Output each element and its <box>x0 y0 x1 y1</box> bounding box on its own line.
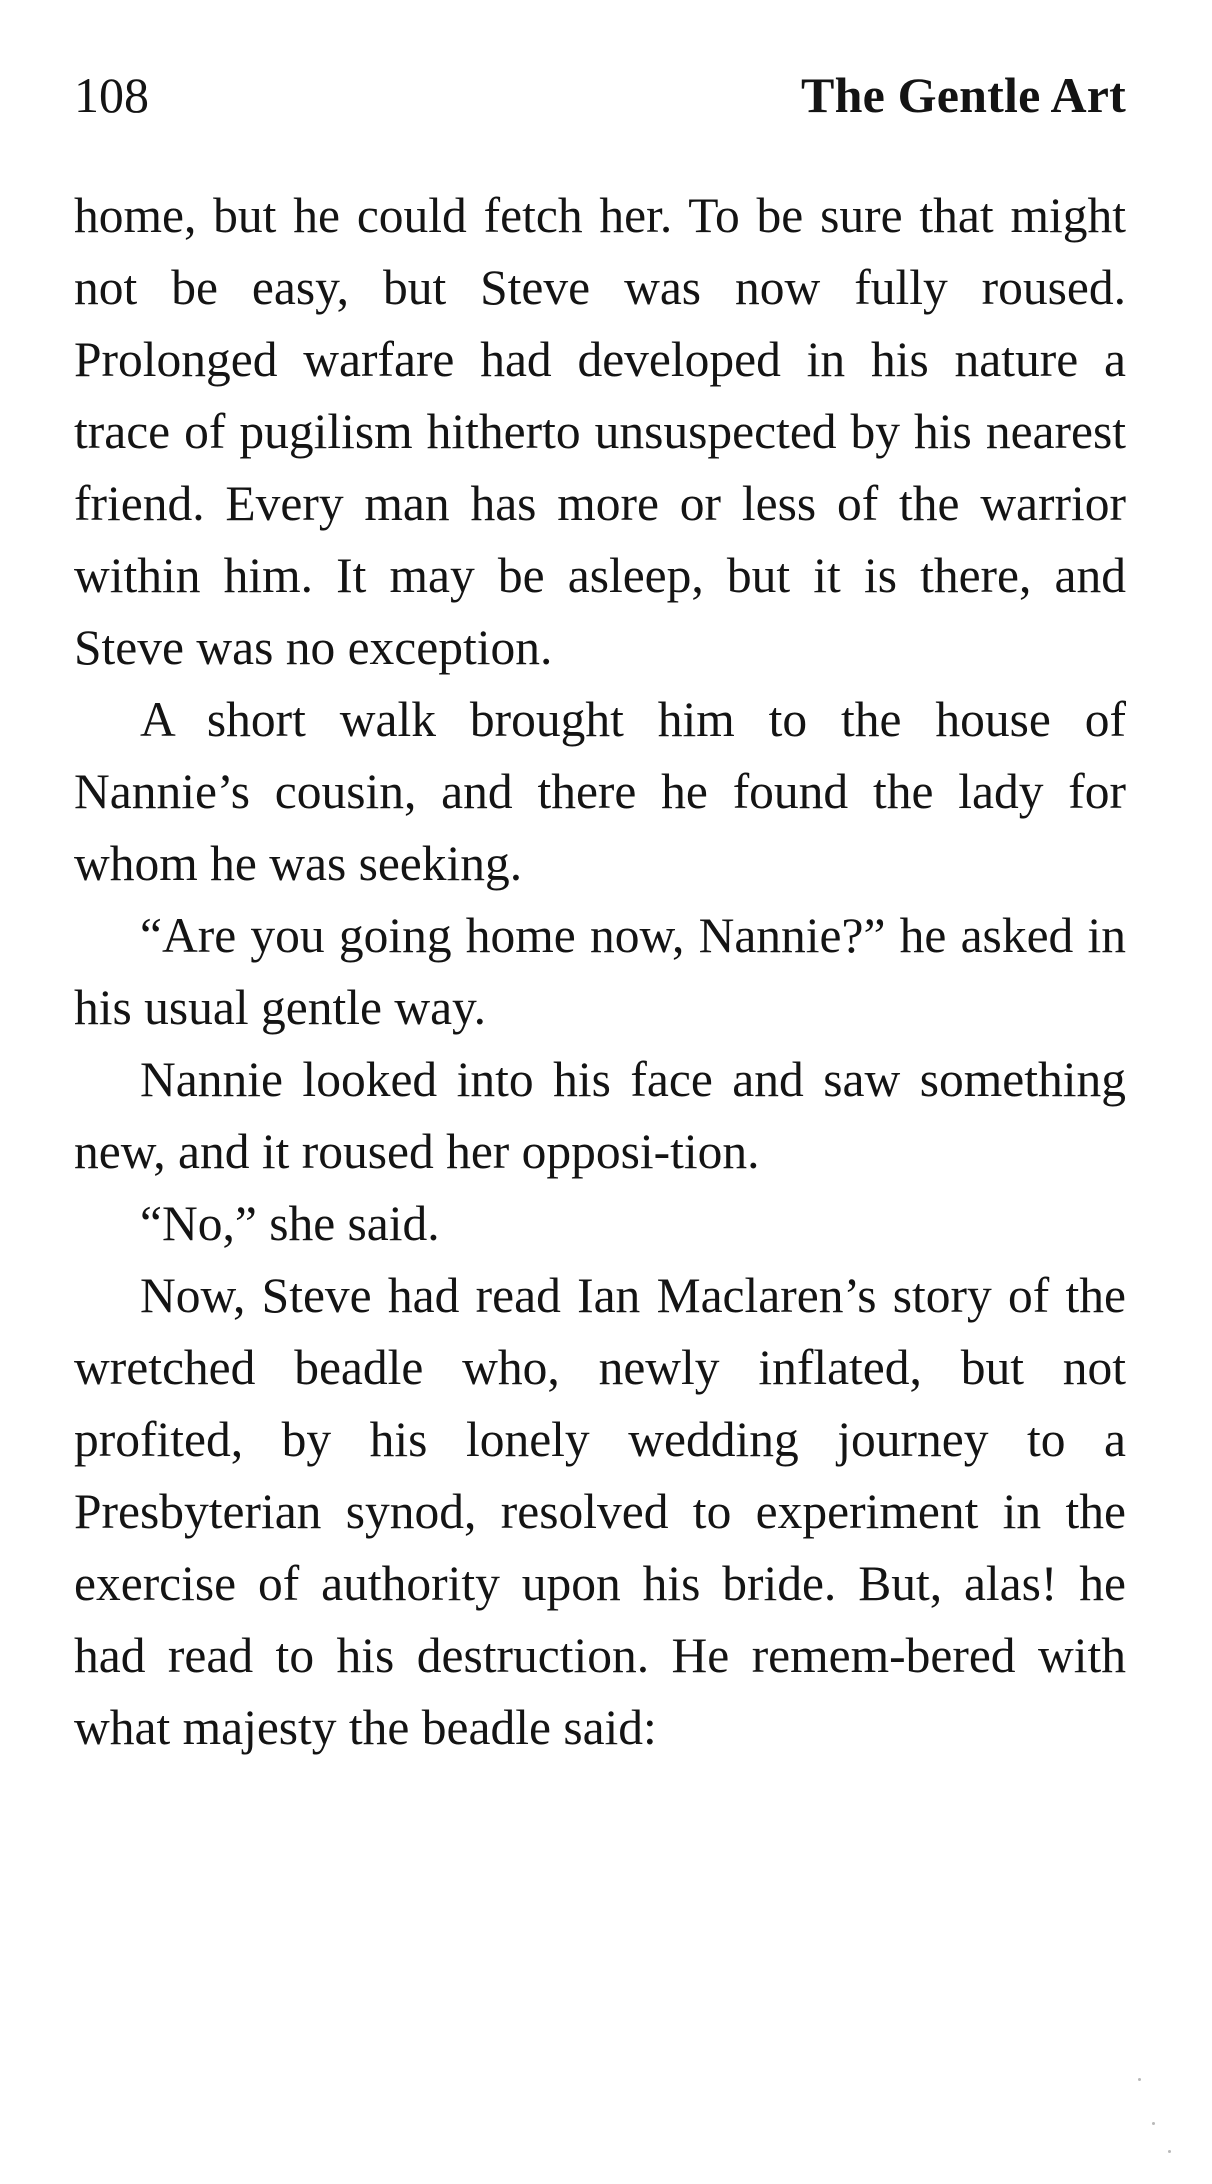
paragraph: Now, Steve had read Ian Maclaren’s story of the wretched beadle who, newly inflated, but not profited, by his lonely wedding journey to a Presbyterian synod, resolved to experiment in the exercise of authority upon his bride. But, alas! he had read to his destruction. He remem-bered with what majesty the beadle said: <box>74 1268 1126 1755</box>
paragraph: home, but he could fetch her. To be sure that might not be easy, but Steve was now fully roused. Prolonged warfare had developed in his nature a trace of pugilism hitherto unsuspected by his nearest friend. Every man has more or less of the warrior within him. It may be asleep, but it is there, and Steve was no exception. <box>74 188 1126 675</box>
paper-speck <box>1152 2122 1155 2125</box>
book-page <box>74 67 1126 1764</box>
paragraph: “No,” she said. <box>140 1196 440 1251</box>
paragraph: “Are you going home now, Nannie?” he asked in his usual gentle way. <box>74 908 1126 1035</box>
body-text <box>74 180 1126 1764</box>
paper-speck <box>1168 2150 1171 2153</box>
running-head <box>74 67 1126 180</box>
paragraph: Nannie looked into his face and saw something new, and it roused her opposi-tion. <box>74 1052 1126 1179</box>
paper-speck <box>1138 2078 1141 2081</box>
page-number: 108 <box>74 67 149 123</box>
running-title: The Gentle Art <box>801 67 1126 123</box>
paragraph: A short walk brought him to the house of Nannie’s cousin, and there he found the lady for whom he was seeking. <box>74 692 1126 891</box>
